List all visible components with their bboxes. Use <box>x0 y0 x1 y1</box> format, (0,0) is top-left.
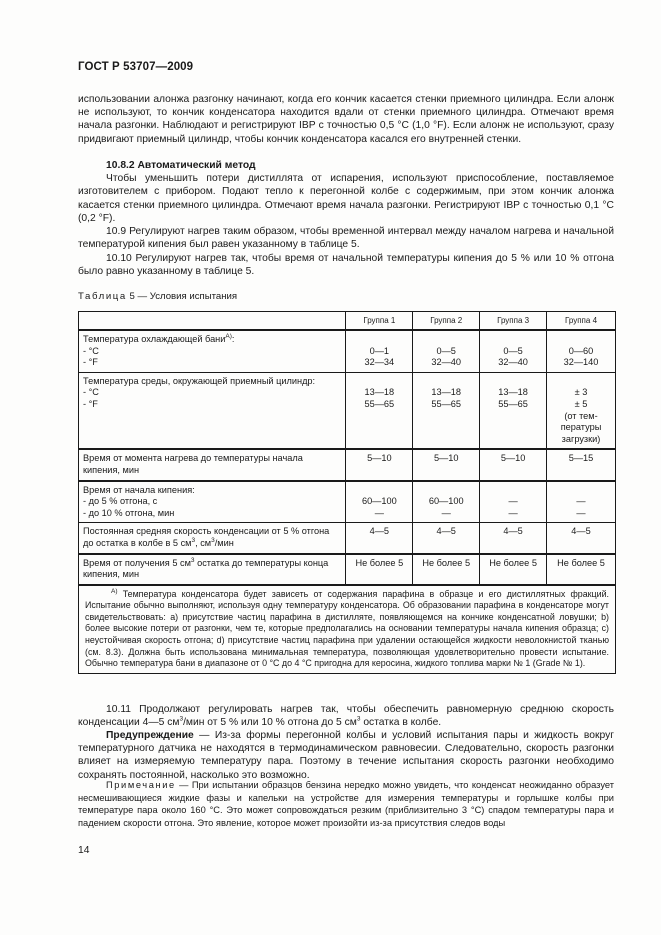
cell-group-1: Не более 5 <box>346 554 413 585</box>
row-label-text: Время от начала кипения: <box>83 484 195 495</box>
conditions-table <box>78 311 616 674</box>
cell-group-4: 0—60 32—140 <box>547 330 616 372</box>
cell-group-4: Не более 5 <box>547 554 616 585</box>
table-header-row <box>79 312 616 331</box>
footnote-mark: А) <box>111 587 118 595</box>
cell-group-3: — — <box>480 481 547 523</box>
section-10-9 <box>78 225 614 251</box>
row-sub-label: - °F <box>83 357 98 368</box>
table-row-residue-to-fbp <box>79 554 616 585</box>
table-row-cooling-bath <box>79 330 616 372</box>
cell-group-2: 60—100 — <box>413 481 480 523</box>
cell-group-4: 4—5 <box>547 523 616 554</box>
table-footnote-row <box>79 585 616 674</box>
table-header-empty <box>79 312 346 331</box>
section-10-10 <box>78 252 614 278</box>
row-label-tail: : <box>231 334 235 344</box>
row-sub-label: - °С <box>83 387 99 398</box>
cell-group-3: Не более 5 <box>480 554 547 585</box>
table-header-group-3: Группа 3 <box>480 312 547 331</box>
cell-group-3: 13—18 55—65 <box>480 372 547 449</box>
cell-group-4: — — <box>547 481 616 523</box>
row-sub-label: - до 10 % отгона, мин <box>83 507 175 518</box>
warning-label: Предупреждение <box>106 730 194 741</box>
footnote-ref: А) <box>225 332 232 340</box>
page-number: 14 <box>78 845 90 856</box>
table-header-group-2: Группа 2 <box>413 312 480 331</box>
row-label: Постоянная средняя скорость конденсации от 5 % отгона до остатка в колбе в 5 $см^3$, $см^3$/мин <box>79 523 346 554</box>
cell-group-2: 13—18 55—65 <box>413 372 480 449</box>
row-sub-label: - °F <box>83 398 98 409</box>
standard-code: ГОСТ Р 53707—2009 <box>78 61 194 73</box>
cell-group-1: 60—100 — <box>346 481 413 523</box>
table-header-group-1: Группа 1 <box>346 312 413 331</box>
cell-group-1: 4—5 <box>346 523 413 554</box>
row-sub-label: - °С <box>83 345 99 356</box>
section-10-9-text: 10.9 Регулируют нагрев таким образом, чтобы временной интервал между началом нагрева и начальной температурой кипения был равен указанному в таблице 5. <box>78 226 614 251</box>
section-10-11-text: 10.11 Продолжают регулировать нагрев так, чтобы обеспечить равномерную среднюю скорость конденсации 4—5 $см^3$/мин от 5 % или 10 % отгона до 5 $см^3$ остатка в колбе. <box>78 704 614 729</box>
table-header-group-4: Группа 4 <box>547 312 616 331</box>
cell-group-1: 5—10 <box>346 449 413 480</box>
warning-paragraph <box>78 729 614 782</box>
table-row-heat-to-ibp <box>79 449 616 480</box>
table-row-from-ibp <box>79 481 616 523</box>
table-row-condensation-rate <box>79 523 616 554</box>
row-label <box>79 481 346 523</box>
cell-group-3: 0—5 32—40 <box>480 330 547 372</box>
cell-group-4: ± 3 ± 5 (от тем- пературы загрузки) <box>547 372 616 449</box>
section-10-8-2 <box>78 159 614 225</box>
section-10-11 <box>78 703 614 729</box>
cell-group-2: 4—5 <box>413 523 480 554</box>
row-label <box>79 372 346 449</box>
note-label: Примечание <box>106 780 176 790</box>
warning-text: — Из-за формы перегонной колбы и условий испытания пары и жидкость вокруг температурного датчика не находятся в термодинамическом равновесии. Следовательно, скорость разгонки влияет на измеряемую температуру пара. Поэтому в течение испытания скорость разгонки необходимо сохранять постоянной, насколько это возможно. <box>78 730 614 781</box>
section-10-8-2-text: Чтобы уменьшить потери дистиллята от испарения, используют приспособление, поставляемое изготовителем с прибором. Подают тепло к перегонной колбе с содержимым, при этом кончик алонжа касается стенки приемного цилиндра. Отмечают время начала разгонки. Регистрируют IBP с точностью 0,1 °С (0,2 °F). <box>78 173 614 224</box>
cell-group-2: 5—10 <box>413 449 480 480</box>
section-10-10-text: 10.10 Регулируют нагрев так, чтобы время от начальной температуры кипения до 5 % или 10 % отгона было равно указанному в таблице 5. <box>78 253 614 278</box>
section-10-8-2-heading: 10.8.2 Автоматический метод <box>106 160 256 171</box>
cell-group-4: 5—15 <box>547 449 616 480</box>
cell-group-1: 13—18 55—65 <box>346 372 413 449</box>
row-label-text: Температура охлаждающей бани <box>83 334 226 344</box>
note-paragraph <box>78 779 614 830</box>
row-label: Время от получения 5 $см^3$ остатка до температуры конца кипения, мин <box>79 554 346 585</box>
cell-group-1: 0—1 32—34 <box>346 330 413 372</box>
cell-group-3: 4—5 <box>480 523 547 554</box>
table-footnote <box>79 585 616 674</box>
cell-group-2: 0—5 32—40 <box>413 330 480 372</box>
table-caption-title: 5 — Условия испытания <box>129 291 238 302</box>
row-label-text: Температура среды, окружающей приемный цилиндр: <box>83 375 316 386</box>
row-sub-label: - до 5 % отгона, с <box>83 496 158 507</box>
row-label <box>79 330 346 372</box>
table-row-receiver-ambient <box>79 372 616 449</box>
table-caption <box>78 291 237 302</box>
cell-group-3: 5—10 <box>480 449 547 480</box>
intro-text: использовании алонжа разгонку начинают, когда его кончик касается стенки приемного цилиндра. Если алонж не используют, то кончик конденсатора находится вдали от стенки приемного цилиндра. Отмечают время начала разгонки. Наблюдают и регистрируют IBP с точностью 0,5 °С (1,0 °F). Если алонж не используют, сразу придвигают приемный цилиндр, чтобы кончик конденсатора касался его внутренней стенки. <box>78 94 614 145</box>
cell-group-2: Не более 5 <box>413 554 480 585</box>
table-caption-label: Таблица <box>78 291 127 302</box>
note-text: — При испытании образцов бензина нередко можно увидеть, что конденсат неожиданно образует несмешивающиеся жидкие фазы и капельки на устройстве для измерения температуры и горлышке колбы при температуре пара около 160 °С. Это может сопровождаться резким (приблизительно 3 °С) спадом температуры пара и падением скорости отгона. Это явление, которое может произойти из-за присутствия следов воды <box>78 780 614 829</box>
intro-paragraph <box>78 93 614 146</box>
footnote-text: Температура конденсатора будет зависеть от содержания парафина в образце и его дистиллятных фракций. Испытание обычно выполняют, используя одну температуру конденсатора. Об образовании парафина в конденсаторе могут свидетельствовать: a) присутствие частиц парафина в дистилляте, появляющемся на кончике конденсатной ловушки; b) более высокие потери от разгонки, чем те, которые предполагались на основании температуры начала кипения образца; c) неустойчивая скорость отгона; d) присутствие частиц парафина при удалении остающейся жидкости неволокнистой тканью (см. 8.3). Должна быть использована минимальная температура, позволяющая удовлетворительно провести испытание. Обычно температура бани в диапазоне от 0 °С до 4 °С пригодна для керосина, жидкого топлива марки № 1 (Grade № 1). <box>85 588 609 669</box>
row-label: Время от момента нагрева до температуры начала кипения, мин <box>79 449 346 480</box>
